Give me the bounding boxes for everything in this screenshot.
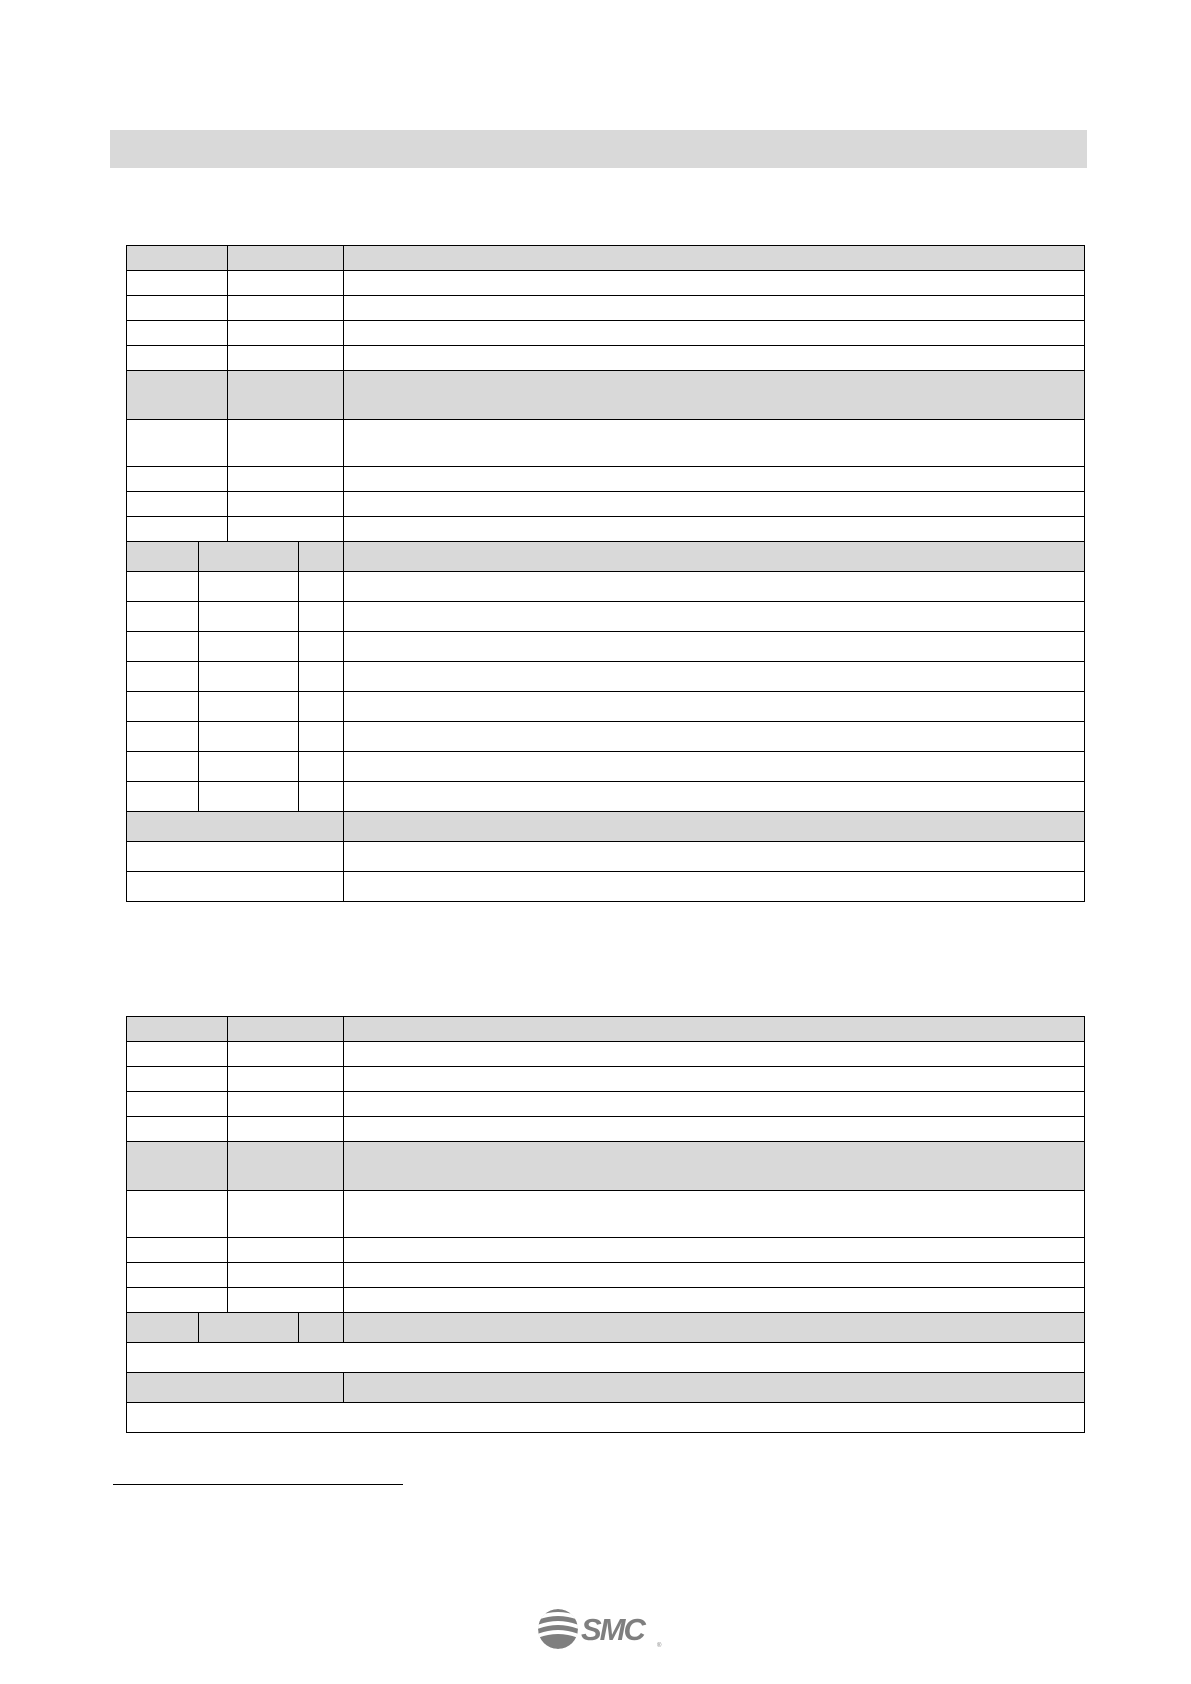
table-row [127, 1142, 1085, 1191]
table-header-row [127, 1017, 1085, 1042]
table-row [127, 572, 1085, 602]
table-row [127, 492, 1085, 517]
table-subheader-row [127, 542, 1085, 572]
table-row [127, 602, 1085, 632]
smc-logo-text: SMC [581, 1612, 644, 1647]
smc-logo [535, 1604, 665, 1654]
table-row [127, 517, 1085, 542]
table-row [127, 662, 1085, 692]
table-row [127, 722, 1085, 752]
table-row [127, 296, 1085, 321]
footnote-rule [113, 1484, 403, 1485]
table-subheader-row [127, 812, 1085, 842]
table-row [127, 632, 1085, 662]
table-row [127, 842, 1085, 872]
table-row [127, 321, 1085, 346]
table-row [127, 1191, 1085, 1238]
table-row [127, 346, 1085, 371]
table-row [127, 1238, 1085, 1263]
table-row [127, 872, 1085, 902]
table-row [127, 271, 1085, 296]
table-row [127, 752, 1085, 782]
parameter-table-1 [126, 245, 1085, 902]
table-row [127, 371, 1085, 420]
table-row [127, 420, 1085, 467]
parameter-table-2 [126, 1016, 1085, 1433]
table-subheader-row [127, 1373, 1085, 1403]
table-row [127, 692, 1085, 722]
table-row [127, 467, 1085, 492]
table-subheader-row [127, 1313, 1085, 1343]
table-row [127, 1288, 1085, 1313]
table-header-row [127, 246, 1085, 271]
table-row [127, 782, 1085, 812]
table-row [127, 1092, 1085, 1117]
table-row [127, 1067, 1085, 1092]
table-row [127, 1042, 1085, 1067]
table-row [127, 1117, 1085, 1142]
section-header-band [110, 130, 1087, 168]
registered-mark: ® [657, 1643, 662, 1649]
table-row [127, 1343, 1085, 1373]
smc-swoosh-icon [535, 1609, 581, 1649]
table-row [127, 1403, 1085, 1433]
table-row [127, 1263, 1085, 1288]
